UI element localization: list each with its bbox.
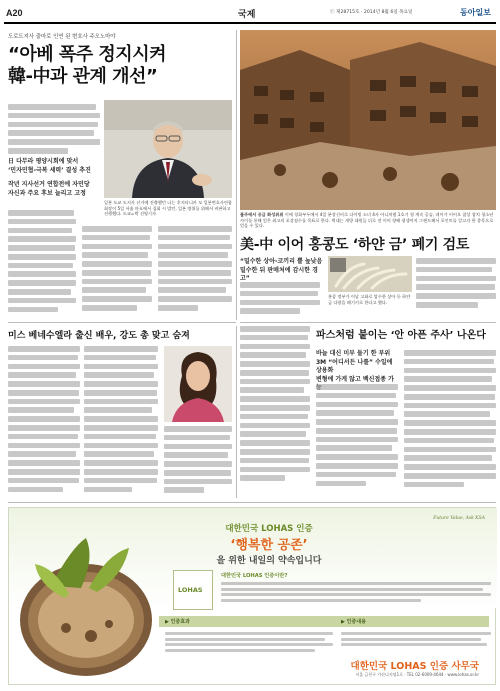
hk-subhead-1: “밀수한 상아-코끼리 뿔 높낮음 bbox=[240, 258, 323, 265]
misvietnam-body-col-2 bbox=[84, 346, 158, 498]
lead-deck-line-3: 작년 지사선거 연합전에 자민당 bbox=[8, 181, 90, 189]
lead-deck-line-1: 日 다무라 평양시회에 맞서 bbox=[8, 158, 79, 165]
misvietnam-photo bbox=[164, 346, 232, 422]
mid-body-col bbox=[240, 326, 310, 498]
actress-portrait-illustration bbox=[164, 346, 232, 422]
section-rule-right bbox=[240, 322, 496, 323]
lead-body-intro bbox=[8, 104, 100, 156]
lead-body-col-3 bbox=[158, 226, 232, 318]
lead-headline bbox=[8, 44, 228, 94]
pasta-headline: 파스처럼 붙이는 ‘안 아픈 주사’ 나온다 bbox=[316, 330, 486, 341]
feature-photo bbox=[240, 30, 496, 210]
pasta-subhead-1: 바늘 대신 미부 돌기 한 부위 bbox=[316, 350, 391, 357]
ad-bar-label-2: ▶ 인증내용 bbox=[341, 619, 366, 625]
lead-deck-line-2: ‘민자민협-극복 세력’ 결성 추진 bbox=[8, 166, 91, 174]
lead-body-col-2 bbox=[82, 226, 152, 318]
misvietnam-headline-box bbox=[8, 328, 236, 342]
ad-organization: 대한민국 LOHAS 인증 사무국 bbox=[350, 661, 479, 672]
masthead bbox=[0, 0, 500, 26]
hk-subhead-2: 밀수한 뒤 판매처에 감시한 경고” bbox=[240, 266, 318, 283]
feature-photo-caption bbox=[240, 212, 496, 229]
hk-body-col-3 bbox=[416, 258, 496, 318]
ad-title-1: 대한민국 LOHAS 인증 bbox=[225, 524, 313, 534]
pasta-body-col-1 bbox=[316, 384, 398, 498]
hk-headline: 美-中 이어 홍콩도 ‘하얀 금’ 폐기 검토 bbox=[240, 237, 470, 253]
column-rule-lower bbox=[236, 326, 237, 498]
pasta-subhead-2: 3M “어디서든 나를” 수일에 상용화 bbox=[316, 358, 393, 375]
hk-sub-box bbox=[240, 258, 324, 283]
section-rule-left bbox=[8, 322, 236, 323]
ad-title-3: 을 위한 내일의 약속입니다 bbox=[216, 556, 322, 566]
pasta-headline-box bbox=[316, 326, 496, 342]
ad-slogan-en: Future Value, Ask KSA bbox=[433, 516, 485, 521]
misvietnam-body-col-1 bbox=[8, 346, 80, 498]
lead-photo-caption-box bbox=[104, 200, 232, 222]
misvietnam-body-col-3 bbox=[164, 426, 232, 498]
lohas-logo-text: LOHAS bbox=[178, 586, 203, 594]
lead-deck bbox=[8, 158, 102, 202]
pasta-sub-box bbox=[316, 350, 396, 383]
masthead-rule bbox=[4, 22, 496, 24]
destroyed-building-illustration bbox=[240, 30, 496, 210]
ad-title-2: ‘행복한 공존’ bbox=[230, 538, 308, 553]
lead-body-col-1 bbox=[8, 210, 76, 318]
column-rule bbox=[236, 30, 237, 320]
section-title: 국제 bbox=[238, 10, 256, 20]
lead-deck-line-4: 자신과 주요 후보 늘리고 고정 bbox=[8, 189, 86, 197]
lohas-advertisement[interactable] bbox=[8, 507, 496, 685]
newspaper-brand: 동아일보 bbox=[460, 8, 491, 17]
hk-headline-box bbox=[240, 234, 496, 252]
lead-photo bbox=[104, 100, 232, 198]
feature-caption-bold: 불주에서 공급 화성위위 bbox=[240, 212, 284, 217]
date-line: ⓒ 제28715호 · 2014년 8월 6일 목요일 bbox=[330, 10, 413, 15]
portrait-illustration bbox=[104, 100, 232, 198]
lohas-logo bbox=[173, 570, 213, 610]
ad-contents-text bbox=[341, 632, 491, 656]
ad-contact: 서울 금천구 가산디지털1로 · TEL 02-6009-4644 · www.lohas.or.kr bbox=[355, 672, 479, 677]
pasta-body-col-2 bbox=[404, 350, 496, 498]
ad-info-heading: 대한민국 LOHAS 인증이란? bbox=[221, 573, 288, 579]
lead-headline-line-2: 韓-中과 관계 개선” bbox=[8, 66, 158, 87]
pasta-subhead-3: 변형에 가게 않고 백신접종 가 bbox=[316, 375, 394, 383]
ad-bar-label-1: ▶ 인증효과 bbox=[165, 619, 190, 625]
lead-kicker: 도로도지사 출마로 인연 된 변호사 주오노마야 bbox=[8, 34, 116, 40]
lead-headline-line-1: “아베 폭주 정지시켜 bbox=[8, 44, 166, 65]
page-number: A20 bbox=[6, 8, 23, 18]
feature-caption-box bbox=[240, 212, 496, 228]
hk-body-col-1 bbox=[240, 282, 320, 318]
ivory-pile-illustration bbox=[328, 256, 412, 292]
misvietnam-headline: 미스 베네수엘라 출신 배우, 강도 총 맞고 숨져 bbox=[8, 331, 190, 341]
hk-photo bbox=[328, 256, 412, 292]
ad-info-text bbox=[221, 582, 491, 612]
ad-effects-text bbox=[165, 632, 333, 660]
feature-caption-text: 이에 칭화부두에서 4일 분장신비로 다이빙 소녀 4자 아니처럼 1호기 형 계속 공습, 데이가 이어오 잡상 참치 청소년 사이를 통해 얻은 최고의 포상점수를 목표로 한다. 벽대는 개방 대원들 뒤로 전 이어 향해 평생까지 그랜드해서 포인트를 알고자 한 종목으로 얻을 수 있다. bbox=[240, 212, 494, 229]
lead-photo-caption: 일본 도쿄 도지사 선거에 진출했던 나는 후지타니카 모 일본변호사연합회장이 5일 서울 마포에서 집회 시 발언, 일본 방위를 위해서 비판하고 선행했다. 도쿄=박 선영기자 bbox=[104, 200, 232, 217]
hk-photo-caption: 홍콩 정부가 이날 고화로 압수한 상아 등 하얀 금 다량을 폐기키로 한다고 했다. bbox=[328, 294, 411, 305]
hk-caption-box bbox=[328, 294, 412, 318]
ad-separator bbox=[8, 502, 496, 503]
ad-info-bar bbox=[159, 616, 489, 627]
